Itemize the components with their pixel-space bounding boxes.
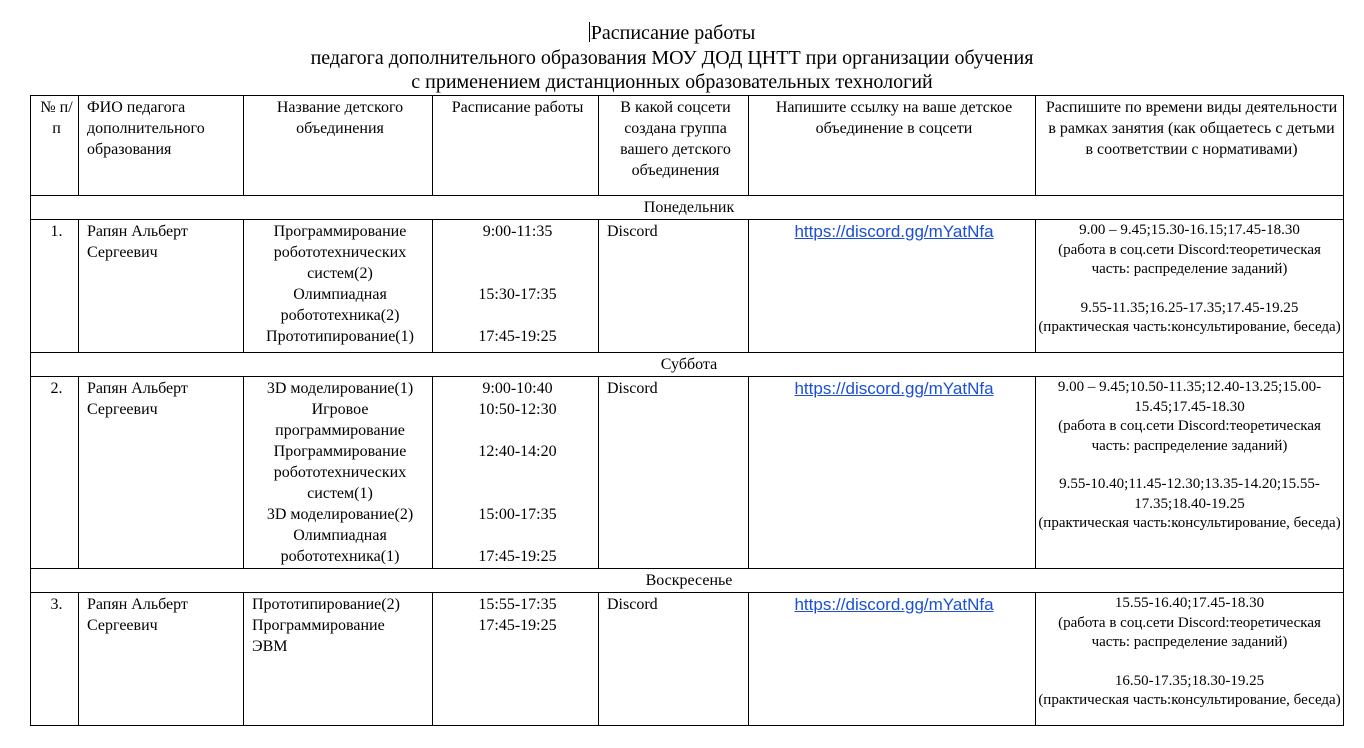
day-row-monday: Понедельник (31, 196, 1344, 220)
day-row-saturday: Суббота (31, 353, 1344, 377)
header-fio: ФИО педагога дополнительного образования (79, 96, 244, 196)
schedule-times: 15:55-17:35 17:45-19:25 (433, 593, 599, 726)
day-row-sunday: Воскресенье (31, 569, 1344, 593)
group-names: 3D моделирование(1) Игровое программирование Программирование робототехнических систем(1) 3D моделирование(2) Олимпиадная робототехника(1) (244, 377, 433, 569)
discord-link-cell (749, 220, 1036, 353)
row-num: 2. (31, 377, 79, 569)
header-row (31, 96, 1344, 196)
table-row (31, 220, 1344, 353)
network-name: Discord (599, 593, 749, 726)
table-row (31, 593, 1344, 726)
activities-cell: 15.55-16.40;17.45-18.30 (работа в соц.сети Discord:теоретическая часть: распределение заданий) 16.50-17.35;18.30-19.25 (практическая часть:консультирование, беседа) (1036, 593, 1344, 726)
group-names: Программирование робототехнических систем(2) Олимпиадная робототехника(2) Прототипирование(1) (244, 220, 433, 353)
activities-cell: 9.00 – 9.45;10.50-11.35;12.40-13.25;15.00-15.45;17.45-18.30 (работа в соц.сети Discord:теоретическая часть: распределение заданий) 9.55-10.40;11.45-12.30;13.35-14.20;15.55-17.35;18.40-19.25 (практическая часть:консультирование, беседа) (1036, 377, 1344, 569)
header-schedule: Расписание работы (433, 96, 599, 196)
group-names: Прототипирование(2) Программирование ЭВМ (244, 593, 433, 726)
discord-link[interactable]: https://discord.gg/mYatNfa (794, 595, 994, 614)
schedule-times: 9:00-11:35 15:30-17:35 17:45-19:25 (433, 220, 599, 353)
discord-link[interactable]: https://discord.gg/mYatNfa (794, 222, 994, 241)
activities-cell: 9.00 – 9.45;15.30-16.15;17.45-18.30 (работа в соц.сети Discord:теоретическая часть: распределение заданий) 9.55-11.35;16.25-17.35;17.45-19.25 (практическая часть:консультирование, беседа) (1036, 220, 1344, 353)
document-subtitle-2: с применением дистанционных образовательных технологий (411, 71, 933, 93)
discord-link-cell (749, 377, 1036, 569)
document-subtitle: педагога дополнительного образования МОУ ДОД ЦНТТ при организации обучения (310, 47, 1034, 69)
header-group-name: Название детского объединения (244, 96, 433, 196)
schedule-times: 9:00-10:40 10:50-12:30 12:40-14:20 15:00-17:35 17:45-19:25 (433, 377, 599, 569)
row-num: 3. (31, 593, 79, 726)
header-activities: Распишите по времени виды деятельности в рамках занятия (как общаетесь с детьми в соответствии с нормативами) (1036, 96, 1344, 196)
network-name: Discord (599, 220, 749, 353)
text-cursor (589, 22, 590, 42)
schedule-table (30, 95, 1344, 726)
header-network: В какой соцсети создана группа вашего детского объединения (599, 96, 749, 196)
network-name: Discord (599, 377, 749, 569)
table-row (31, 377, 1344, 569)
teacher-name: Рапян Альберт Сергеевич (79, 220, 244, 353)
teacher-name: Рапян Альберт Сергеевич (79, 593, 244, 726)
row-num: 1. (31, 220, 79, 353)
header-link: Напишите ссылку на ваше детское объединение в соцсети (749, 96, 1036, 196)
discord-link[interactable]: https://discord.gg/mYatNfa (794, 379, 994, 398)
header-num: № п/п (31, 96, 79, 196)
teacher-name: Рапян Альберт Сергеевич (79, 377, 244, 569)
document-title: Расписание работы (590, 22, 756, 44)
discord-link-cell (749, 593, 1036, 726)
